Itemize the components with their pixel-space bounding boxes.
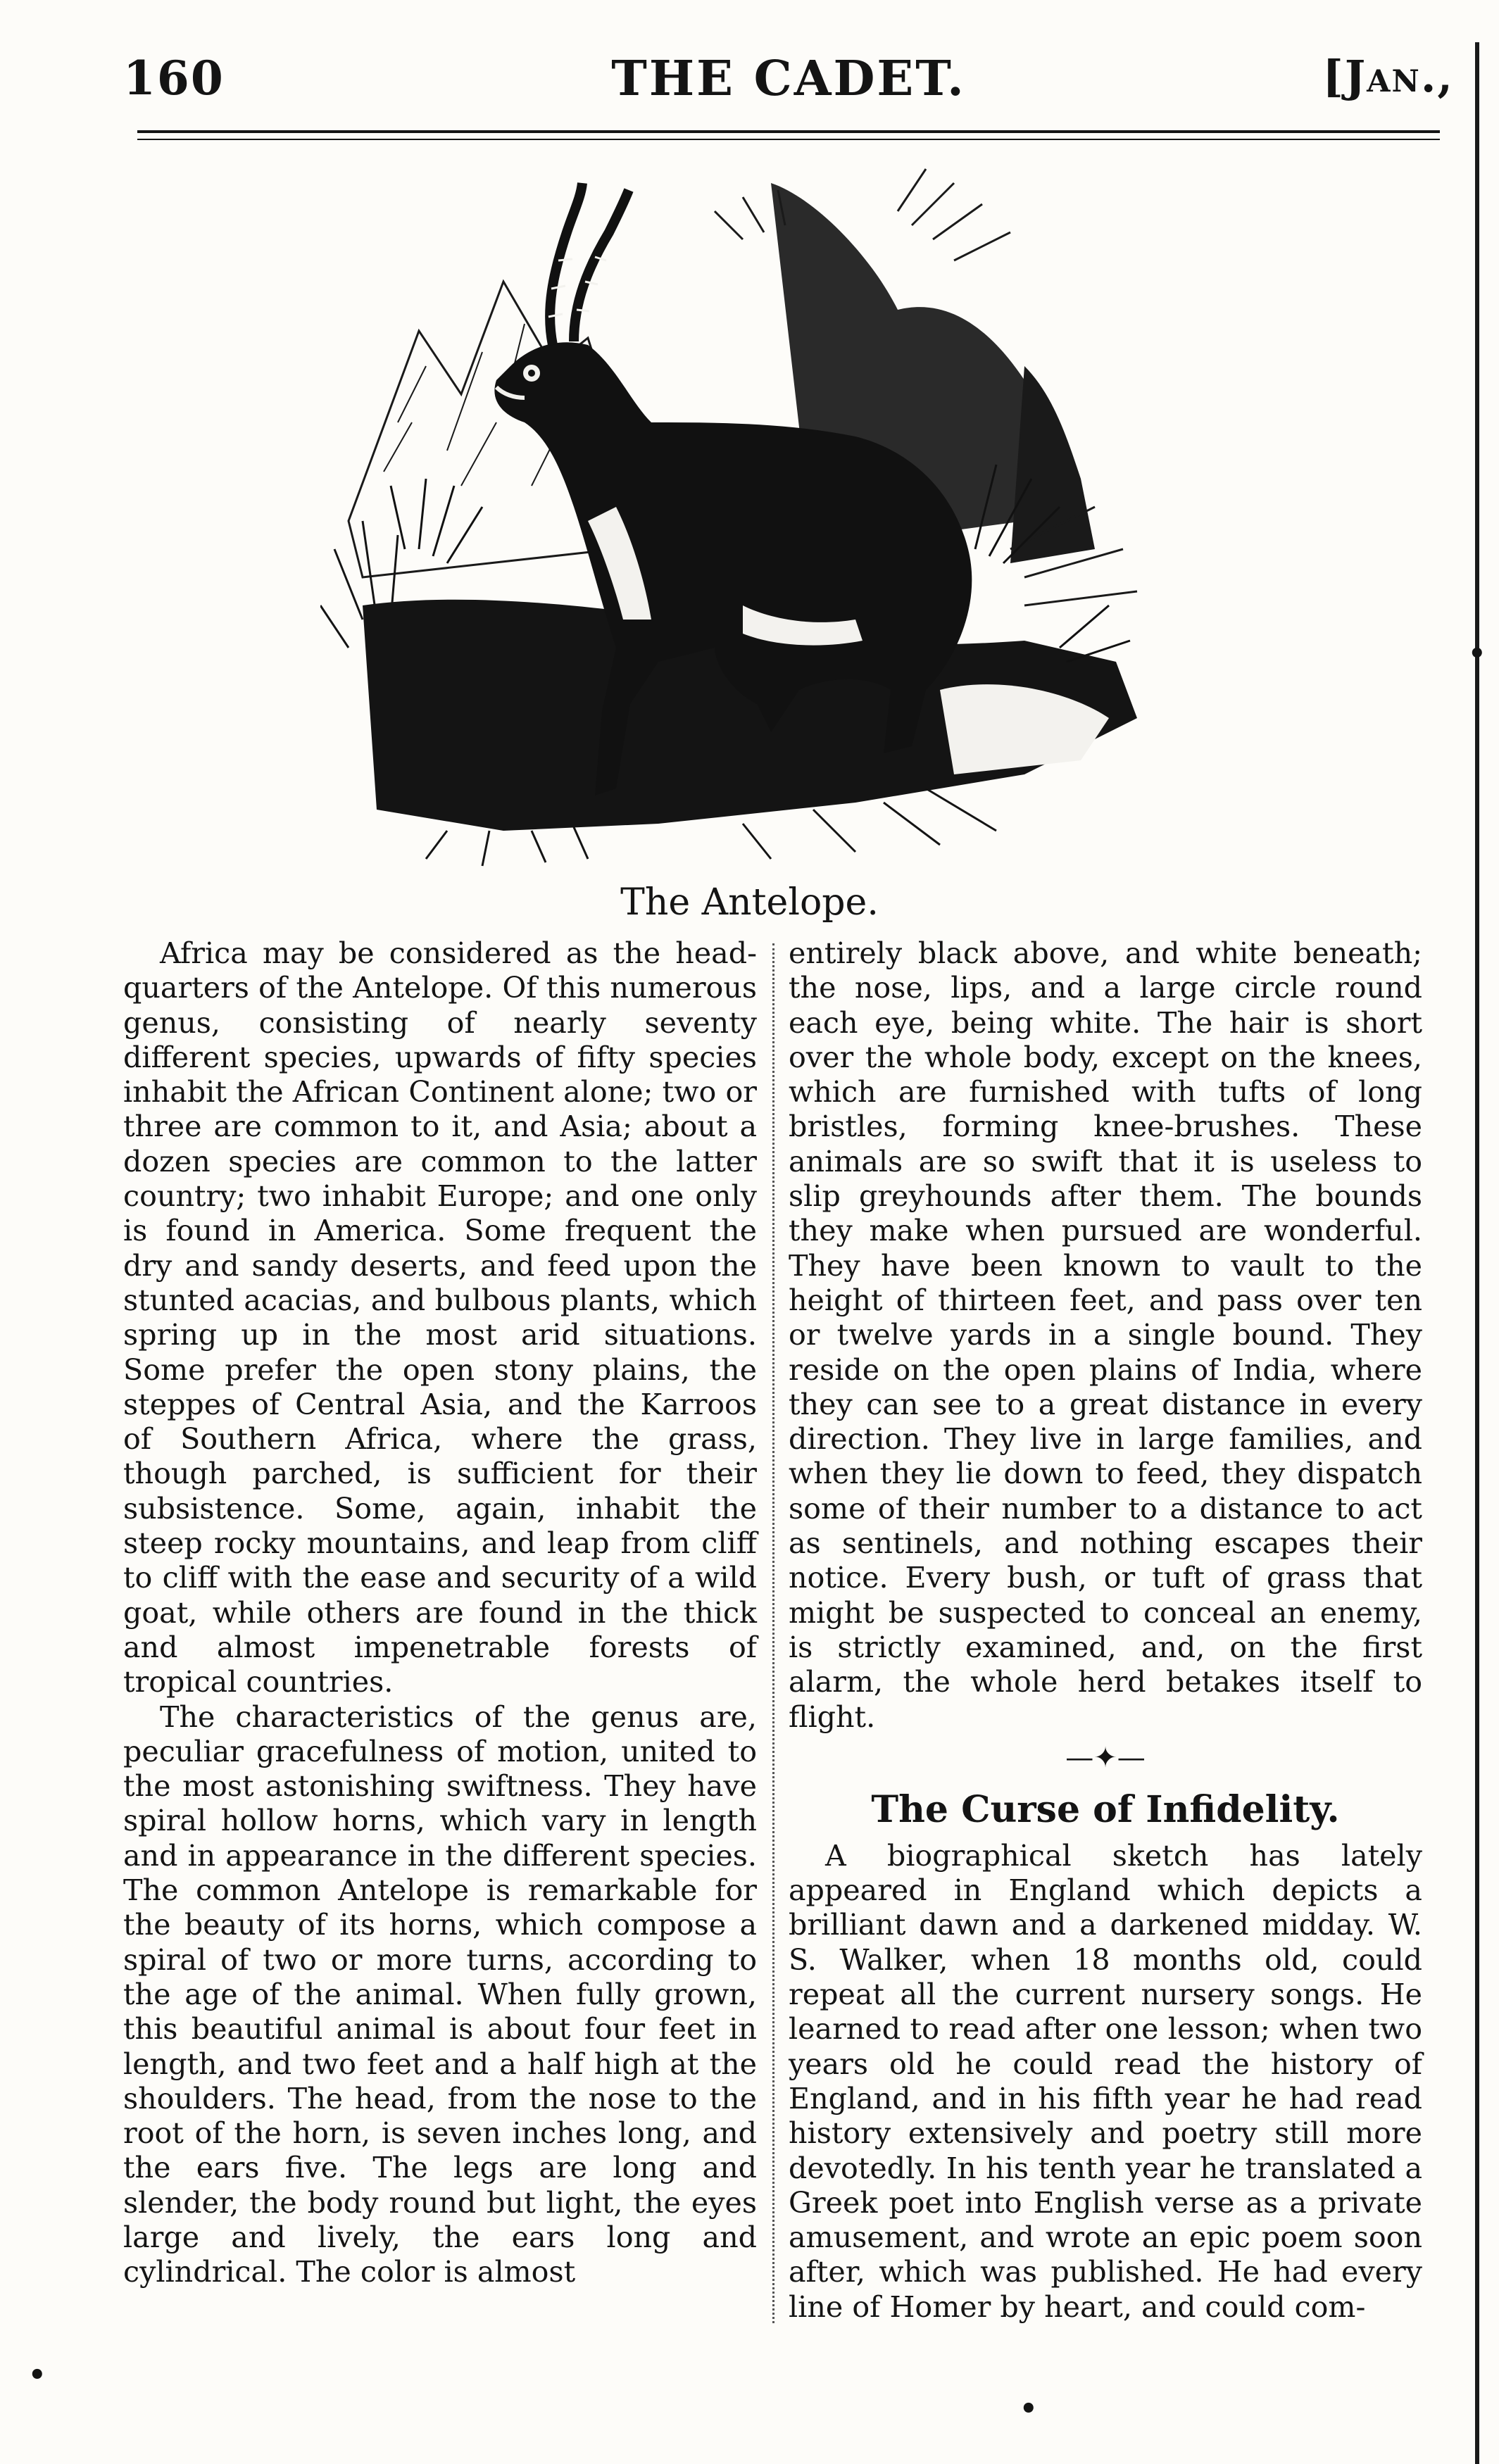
left-column bbox=[123, 936, 757, 2290]
antelope-continuation: entirely black above, and white beneath; the nose, lips, and a large circle round each eye, being white. The hair is short over the whole body, except on the knees, which are furnished with tufts of long bristles, forming knee-brushes. These animals are so swift that it is useless to slip greyhounds after them. The bounds they make when pursued are wonderful. They have been known to vault to the height of thirteen feet, and pass over ten or twelve yards in a single bound. They reside on the open plains of India, where they can see to a great distance in every direction. They live in large families, and when they lie down to feed, they dispatch some of their number to a distance to act as sentinels, and nothing escapes their notice. Every bush, or tuft of grass that might be suspected to conceal an enemy, is strictly examined, and, on the first alarm, the whole herd betakes itself to flight. bbox=[789, 936, 1422, 1734]
right-column bbox=[789, 936, 1422, 2325]
section-title: The Curse of Infidelity. bbox=[871, 1787, 1340, 1831]
column-divider bbox=[772, 943, 774, 2323]
page-number: 160 bbox=[123, 51, 225, 106]
antelope-paragraph: Africa may be considered as the head-quarters of the Antelope. Of this numerous genus, consisting of nearly seventy different species, upwards of fifty species inhabit the African Continent alone; two or three are common to it, and Asia; about a dozen species are common to the latter country; two inhabit Europe; and one only is found in America. Some frequent the dry and sandy deserts, and feed upon the stunted acacias, and bulbous plants, which spring up in the most arid situations. Some prefer the open stony plains, the steppes of Central Asia, and the Karroos of Southern Africa, where the grass, though parched, is sufficient for their subsistence. Some, again, inhabit the steep rocky mountains, and leap from cliff to cliff with the ease and security of a wild goat, while others are found in the thick and almost impenetrable forests of tropical countries. bbox=[123, 936, 757, 1699]
page-edge bbox=[1475, 42, 1479, 2464]
antelope-paragraph: The characteristics of the genus are, peculiar gracefulness of motion, united to the most astonishing swiftness. They have spiral hollow horns, which vary in length and in appearance in the different species. The common Antelope is remarkable for the beauty of its horns, which compose a spiral of two or more turns, according to the age of the animal. When fully grown, this beautiful animal is about four feet in length, and two feet and a half high at the shoulders. The head, from the nose to the root of the horn, is seven inches long, and the ears five. The legs are long and slender, the body round but light, the eyes large and lively, the ears long and cylindrical. The color is almost bbox=[123, 1699, 757, 2289]
running-title: THE CADET. bbox=[611, 51, 966, 107]
section-ornament: —✦— bbox=[1065, 1741, 1146, 1774]
margin-mark: • bbox=[28, 2358, 46, 2391]
antelope-engraving bbox=[320, 155, 1165, 873]
running-date: [Jan., bbox=[1322, 51, 1454, 102]
page-header bbox=[123, 42, 1454, 120]
margin-mark: • bbox=[1468, 637, 1486, 670]
margin-mark: • bbox=[1020, 2392, 1038, 2425]
infidelity-paragraph: A biographical sketch has lately appeared in England which depicts a brilliant dawn and a darkened midday. W. S. Walker, when 18 months old, could repeat all the current nursery songs. He learned to read after one lesson; when two years old he could read the history of England, and in his fifth year he had read history extensively and poetry still more devotedly. In his tenth year he translated a Greek poet into English verse as a private amusement, and wrote an epic poem soon after, which was published. He had every line of Homer by heart, and could com- bbox=[789, 1838, 1422, 2324]
header-rule bbox=[137, 130, 1440, 140]
figure-caption: The Antelope. bbox=[620, 881, 879, 924]
